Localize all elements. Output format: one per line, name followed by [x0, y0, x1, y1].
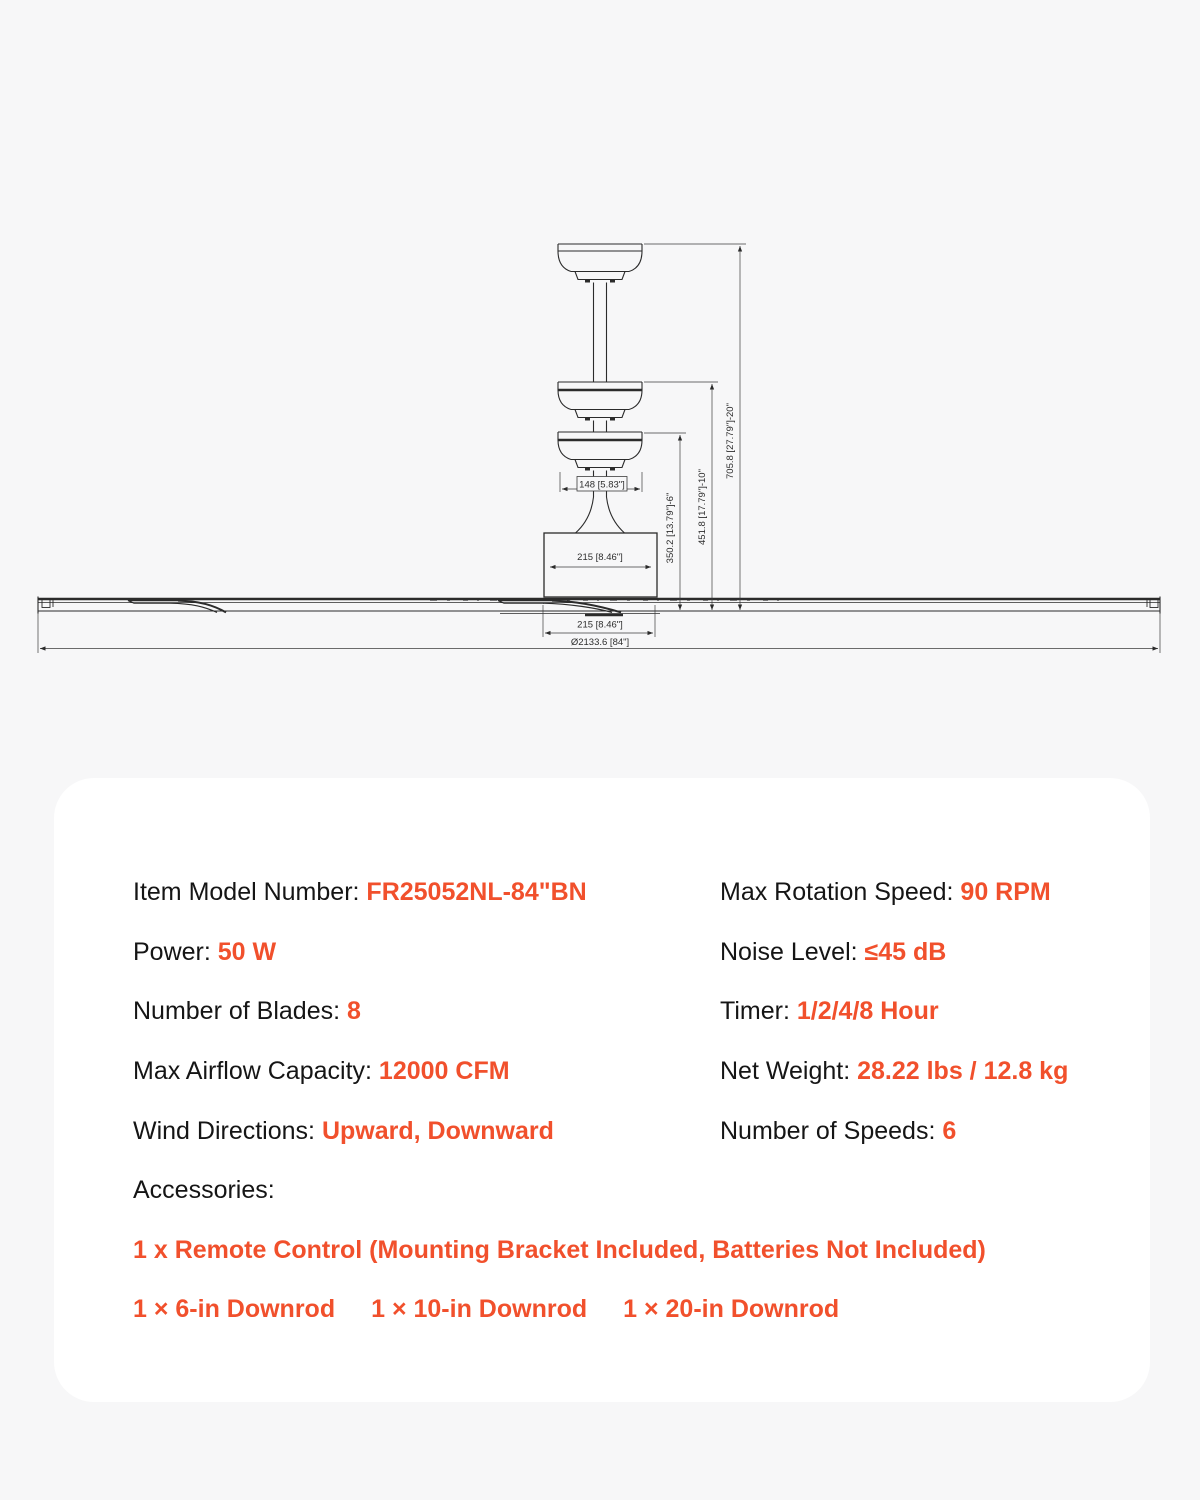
spec-label: Timer:	[720, 997, 797, 1026]
spec-label: Wind Directions:	[133, 1116, 322, 1145]
spec-column-right	[720, 863, 1140, 1161]
spec-label: Net Weight:	[720, 1057, 858, 1086]
spec-row-noise-level	[720, 923, 1140, 983]
spec-value: Upward, Downward	[321, 1116, 554, 1145]
accessories-label: Accessories:	[133, 1176, 275, 1205]
dim-blade-diameter-label: Ø2133.6 [84"]	[570, 637, 630, 648]
spec-label: Power:	[133, 937, 218, 966]
accessory-downrod-20in: 1 × 20-in Downrod	[623, 1295, 840, 1324]
dim-motor-width-label: 215 [8.46"]	[577, 552, 623, 563]
spec-row-remote-control	[133, 1221, 1113, 1281]
dim-height-20in-label: 705.8 [27.79"]-20"	[725, 403, 736, 479]
spec-row-rotation-speed	[720, 863, 1140, 923]
spec-value: 8	[347, 997, 361, 1026]
spec-label: Number of Speeds:	[720, 1116, 943, 1145]
accessory-downrod-10in: 1 × 10-in Downrod	[371, 1295, 588, 1324]
spec-label: Item Model Number:	[133, 878, 367, 907]
ceiling-canopy	[558, 244, 642, 283]
spec-label: Noise Level:	[720, 937, 865, 966]
spec-row-net-weight	[720, 1042, 1140, 1102]
fan-technical-drawing	[0, 0, 1200, 700]
spec-value: 12000 CFM	[378, 1057, 510, 1086]
spec-value: 50 W	[217, 937, 277, 966]
middle-canopy	[558, 382, 642, 421]
spec-label: Max Airflow Capacity:	[133, 1057, 379, 1086]
spec-label: Max Rotation Speed:	[720, 878, 961, 907]
lower-canopy	[558, 432, 642, 471]
spec-row-timer	[720, 982, 1140, 1042]
motor-housing	[544, 533, 657, 597]
spec-value: FR25052NL-84"BN	[366, 878, 587, 907]
dim-motor-width-bottom-label: 215 [8.46"]	[577, 619, 623, 631]
accessory-downrod-6in: 1 × 6-in Downrod	[133, 1295, 336, 1324]
spec-value: 28.22 lbs / 12.8 kg	[857, 1057, 1069, 1086]
fan-dimension-diagram	[0, 0, 1200, 700]
dimension-lines	[38, 244, 1160, 653]
spec-row-downrods	[133, 1280, 1113, 1340]
dim-height-6in-label: 350.2 [13.79"]-6"	[665, 492, 676, 564]
spec-card	[54, 778, 1150, 1402]
spec-value: 1/2/4/8 Hour	[796, 997, 939, 1026]
blade-assembly	[38, 597, 1160, 616]
spec-value: 6	[942, 1116, 957, 1145]
downrod	[594, 283, 607, 383]
accessory-remote-control: 1 x Remote Control (Mounting Bracket Included, Batteries Not Included)	[133, 1235, 986, 1264]
dim-height-10in-label: 451.8 [17.79"]-10"	[697, 469, 708, 545]
spec-row-speeds	[720, 1101, 1140, 1161]
dim-hub-width-label: 148 [5.83"]	[579, 479, 625, 491]
spec-label: Number of Blades:	[133, 997, 347, 1026]
spec-value: ≤45 dB	[864, 937, 947, 966]
spec-row-accessories-label	[133, 1161, 1113, 1221]
spec-value: 90 RPM	[960, 878, 1051, 907]
